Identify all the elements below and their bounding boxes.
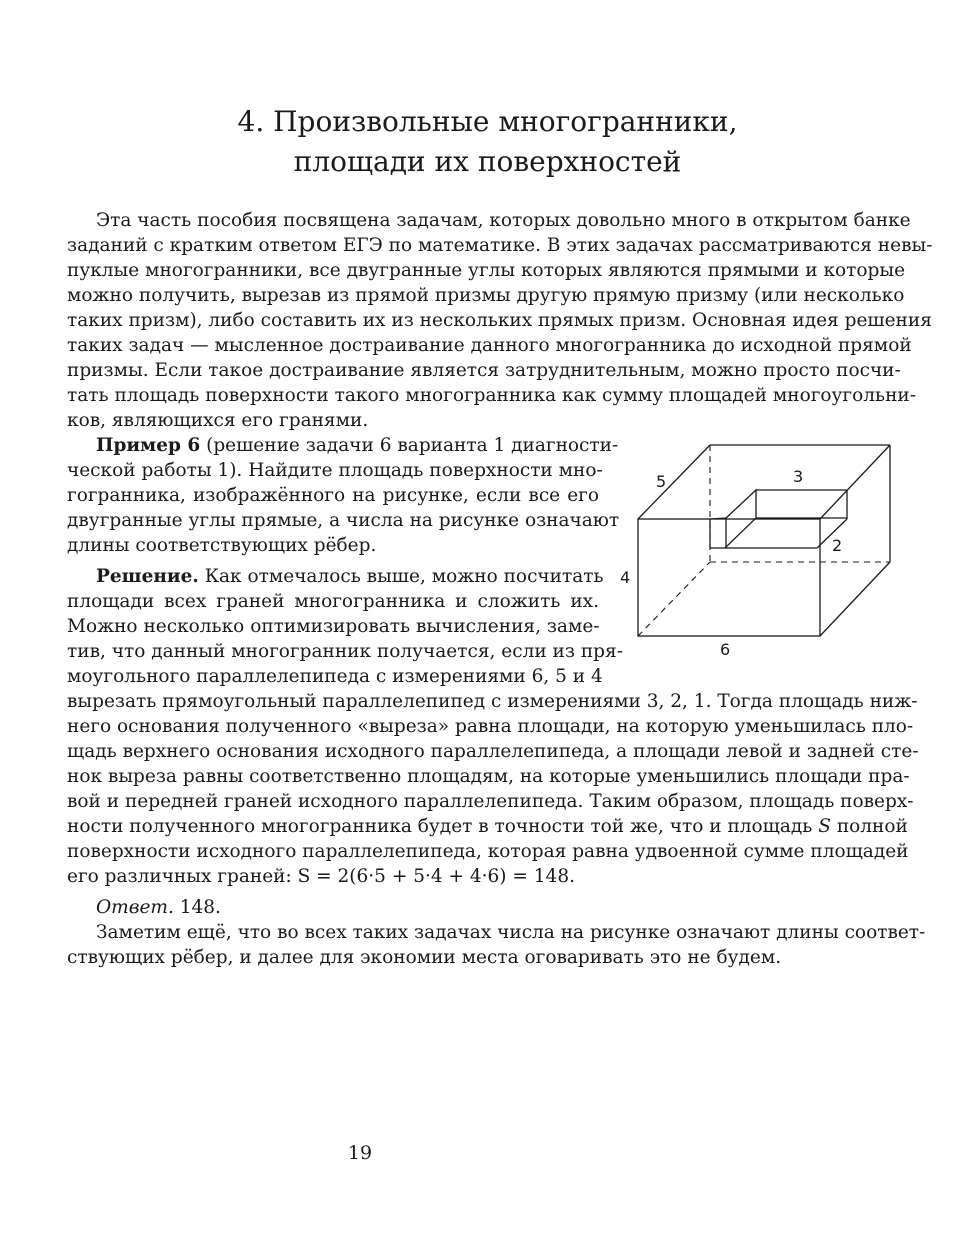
- label-depth: 5: [656, 472, 667, 491]
- intro-line: можно получить, вырезав из прямой призмы другую прямую призму (или несколько: [67, 285, 905, 306]
- solution-line: площади всех граней многогранника и сложить их.: [67, 591, 599, 612]
- note-line: ствующих рёбер, и далее для экономии места оговаривать это не будем.: [67, 947, 782, 968]
- edge: [820, 562, 890, 636]
- solution-line: моугольного параллелепипеда с измерениями 6, 5 и 4: [67, 666, 603, 687]
- solution-label: Решение.: [96, 566, 199, 587]
- polyhedron-figure: [610, 435, 900, 660]
- example-line: ческой работы 1). Найдите площадь поверхности мно-: [67, 460, 603, 481]
- solution-line: поверхности исходного параллелепипеда, которая равна удвоенной сумме площадей: [67, 841, 909, 862]
- solution-line: вой и передней граней исходного параллелепипеда. Таким образом, площадь поверх-: [67, 791, 914, 812]
- section-title-line-2: площади их поверхностей: [293, 145, 682, 178]
- label-height: 4: [620, 568, 631, 587]
- note-line: Заметим ещё, что во всех таких задачах числа на рисунке означают длины соответ-: [96, 922, 926, 943]
- front-face: [638, 519, 820, 636]
- solution-line: его различных граней: S = 2(6·5 + 5·4 + 4·6) = 148.: [67, 866, 575, 887]
- page-number: 19: [347, 1142, 373, 1164]
- label-cut-length: 3: [793, 467, 804, 486]
- solution-line: щадь верхнего основания исходного параллелепипеда, а площади левой и задней сте-: [67, 741, 919, 762]
- intro-line: призмы. Если такое достраивание является затруднительным, можно просто посчи-: [67, 360, 901, 381]
- edge: [820, 445, 890, 519]
- example-line: Пример 6 (решение задачи 6 варианта 1 диагности-: [96, 435, 619, 456]
- intro-line: тать площадь поверхности такого многогранника как сумму площадей многоугольни-: [67, 385, 916, 406]
- hidden-edge: [638, 562, 710, 636]
- solution-line: него основания полученного «выреза» равна площади, на которую уменьшилась пло-: [67, 716, 914, 737]
- solution-line: нок выреза равны соответственно площадям, на которые уменьшились площади пра-: [67, 766, 910, 787]
- answer-line: [96, 895, 892, 920]
- formula: S = 2(6·5 + 5·4 + 4·6) = 148.: [297, 866, 575, 887]
- intro-line: ков, являющихся его гранями.: [67, 410, 369, 431]
- solution-line: вырезать прямоугольный параллелепипед с измерениями 3, 2, 1. Тогда площадь ниж-: [67, 691, 918, 712]
- intro-line: таких задач — мысленное достраивание данного многогранника до исходной прямой: [67, 335, 912, 356]
- label-cut-depth: 2: [832, 536, 843, 555]
- example-label: Пример 6: [96, 435, 201, 456]
- intro-line: таких призм), либо составить их из нескольких прямых призм. Основная идея решения: [67, 310, 932, 331]
- solution-line: Решение. Как отмечалось выше, можно посчитать: [96, 566, 604, 587]
- example-line: гогранника, изображённого на рисунке, если все его: [67, 485, 599, 506]
- example-line: длины соответствующих рёбер.: [67, 535, 377, 556]
- example-line: двугранные углы прямые, а числа на рисунке означают: [67, 510, 620, 531]
- section-title-line-1: 4. Произвольные многогранники,: [237, 105, 738, 138]
- intro-line: Эта часть пособия посвящена задачам, которых довольно много в открытом банке: [96, 210, 911, 231]
- edge: [638, 445, 710, 519]
- solution-line: ности полученного многогранника будет в точности той же, что и площадь S полной: [67, 816, 908, 837]
- answer-label: Ответ.: [96, 897, 174, 918]
- solution-line: Можно несколько оптимизировать вычисления, заме-: [67, 616, 600, 637]
- solution-line: тив, что данный многогранник получается, если из пря-: [67, 641, 623, 662]
- intro-line: заданий с кратким ответом ЕГЭ по математике. В этих задачах рассматриваются невы-: [67, 235, 933, 256]
- variable-s: S: [818, 816, 831, 837]
- answer-value: 148.: [173, 897, 221, 918]
- label-width: 6: [720, 640, 731, 659]
- intro-line: пуклые многогранники, все двугранные углы которых являются прямыми и которые: [67, 260, 906, 281]
